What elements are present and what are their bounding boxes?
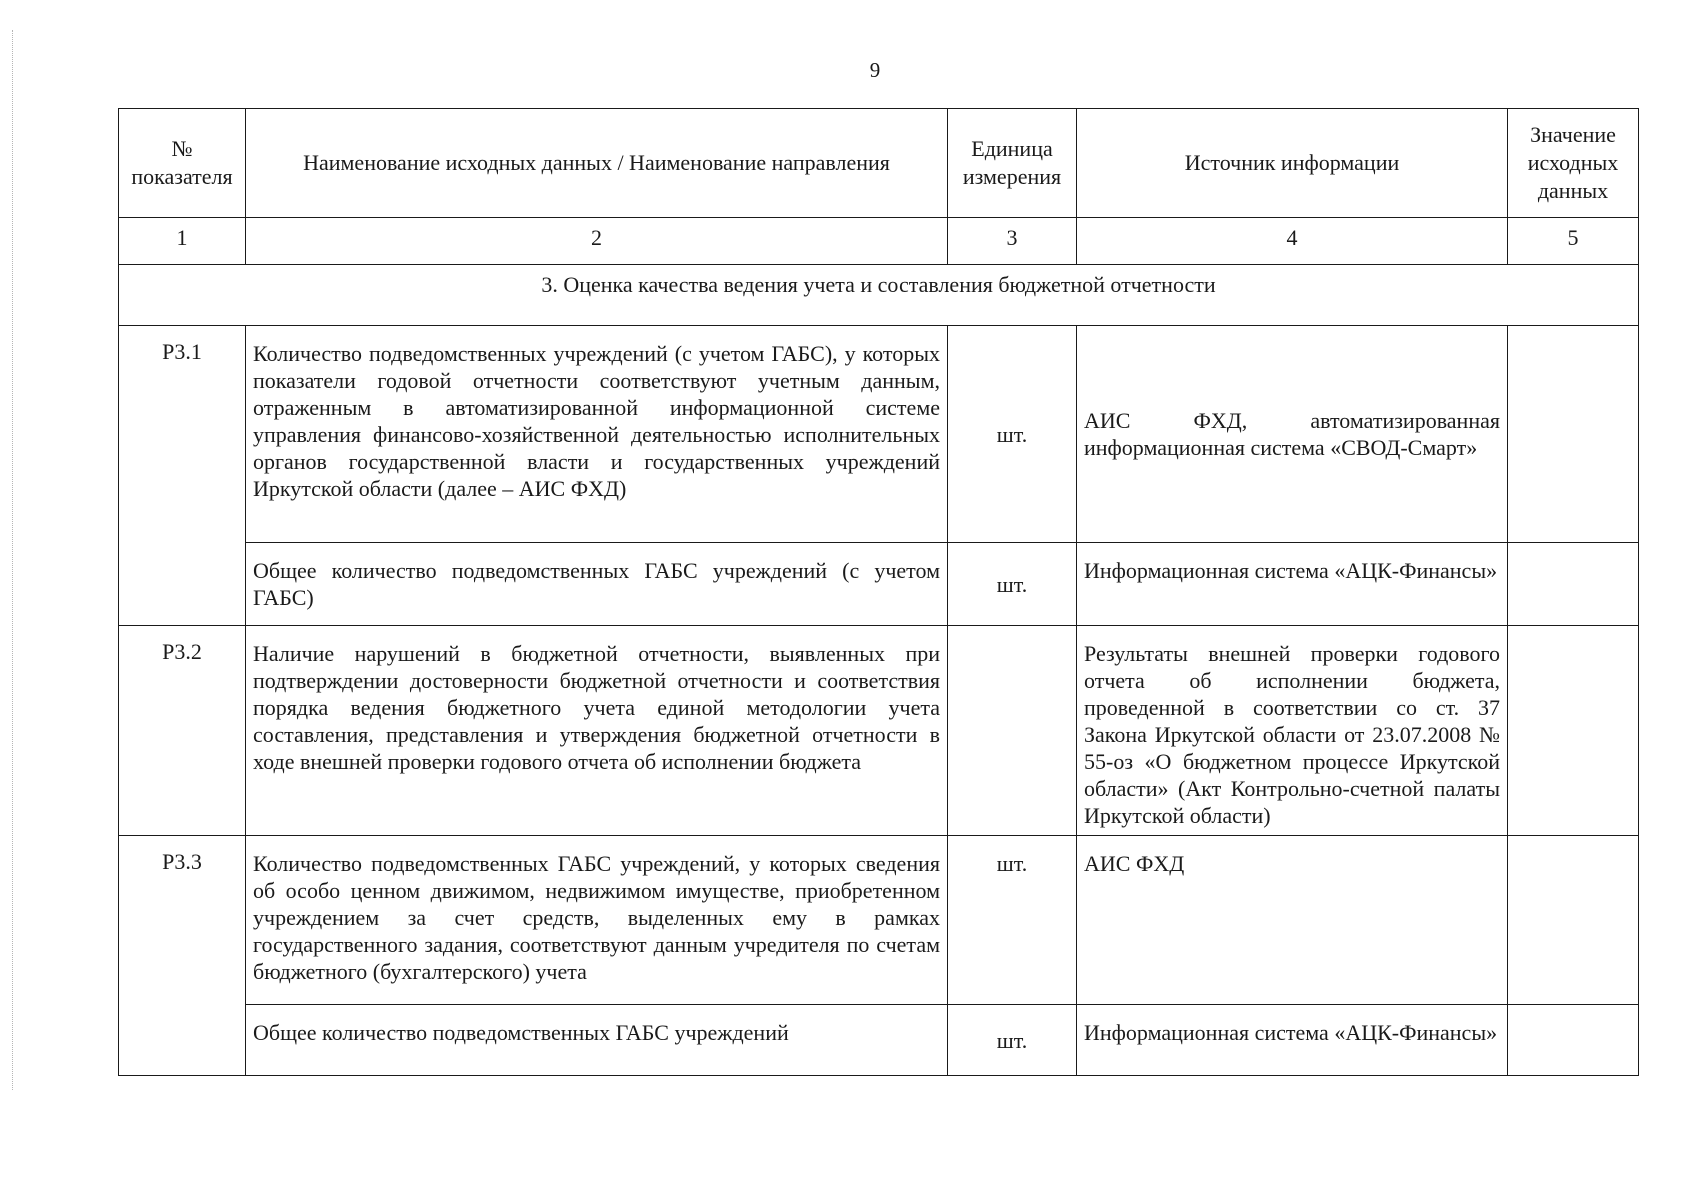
indicator-table [118, 108, 1639, 1076]
section-title: 3. Оценка качества ведения учета и составления бюджетной отчетности [119, 265, 1639, 326]
indicator-name: Общее количество подведомственных ГАБС учреждений (с учетом ГАБС) [246, 543, 948, 626]
indicator-unit [948, 626, 1077, 836]
indicator-name: Количество подведомственных ГАБС учреждений, у которых сведения об особо ценном движимом, недвижимом имуществе, приобретенном учреждением за счет средств, выделенных ему в рамках государственного задания, соответствуют данным учредителя по счетам бюджетного (бухгалтерского) учета [246, 836, 948, 1005]
indicator-unit: шт. [948, 836, 1077, 1005]
indicator-code: Р3.2 [119, 626, 246, 836]
table-row [119, 836, 1639, 1005]
indicator-source: АИС ФХД [1077, 836, 1508, 1005]
indicator-name: Количество подведомственных учреждений (с учетом ГАБС), у которых показатели годовой отчетности соответствуют учетным данным, отраженным в автоматизированной информационной системе управления финансово-хозяйственной деятельностью исполнительных органов государственной власти и государственных учреждений Иркутской области (далее – АИС ФХД) [246, 326, 948, 543]
indicator-value [1508, 543, 1639, 626]
indicator-unit: шт. [948, 1005, 1077, 1076]
page-number: 9 [869, 58, 881, 82]
indicator-unit: шт. [948, 326, 1077, 543]
indicator-value [1508, 626, 1639, 836]
table-row [119, 626, 1639, 836]
header-data-name: Наименование исходных данных / Наименование направления [246, 109, 948, 218]
section-row [119, 265, 1639, 326]
header-source: Источник информации [1077, 109, 1508, 218]
indicator-value [1508, 326, 1639, 543]
header-row [119, 109, 1639, 218]
indicator-source: АИС ФХД, автоматизированная информационная система «СВОД-Смарт» [1077, 326, 1508, 543]
indicator-name: Наличие нарушений в бюджетной отчетности, выявленных при подтверждении достоверности бюджетной отчетности и соответствия порядка ведения бюджетного учета единой методологии учета составления, представления и утверждения бюджетной отчетности в ходе внешней проверки годового отчета об исполнении бюджета [246, 626, 948, 836]
table-row [119, 1005, 1639, 1076]
indicator-code: Р3.1 [119, 326, 246, 626]
column-number: 5 [1508, 218, 1639, 265]
header-unit: Единица измерения [948, 109, 1077, 218]
table-row [119, 543, 1639, 626]
indicator-value [1508, 836, 1639, 1005]
header-indicator-number: № показателя [119, 109, 246, 218]
indicator-value [1508, 1005, 1639, 1076]
indicator-source: Результаты внешней проверки годового отчета об исполнении бюджета, проведенной в соответствии со ст. 37 Закона Иркутской области от 23.07.2008 № 55-оз «О бюджетном процессе Иркутской области» (Акт Контрольно-счетной палаты Иркутской области) [1077, 626, 1508, 836]
column-number-row [119, 218, 1639, 265]
column-number: 4 [1077, 218, 1508, 265]
indicator-name: Общее количество подведомственных ГАБС учреждений [246, 1005, 948, 1076]
column-number: 2 [246, 218, 948, 265]
indicator-code: Р3.3 [119, 836, 246, 1076]
indicator-unit: шт. [948, 543, 1077, 626]
indicator-source: Информационная система «АЦК-Финансы» [1077, 543, 1508, 626]
column-number: 3 [948, 218, 1077, 265]
indicator-source: Информационная система «АЦК-Финансы» [1077, 1005, 1508, 1076]
column-number: 1 [119, 218, 246, 265]
header-value: Значение исходных данных [1508, 109, 1639, 218]
table-row [119, 326, 1639, 543]
margin-binding-dots [12, 30, 17, 1090]
